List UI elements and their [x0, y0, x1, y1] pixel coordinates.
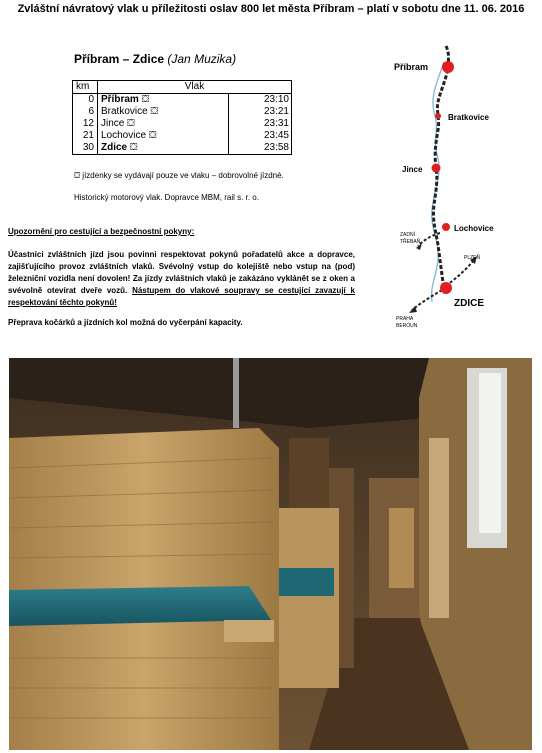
ticket-mark-icon: ⛋ [141, 94, 150, 105]
branch-bottom [412, 290, 442, 310]
route-author: (Jan Muzika) [167, 52, 237, 66]
departure-time: 23:58 [228, 142, 291, 155]
station-cell [98, 118, 229, 130]
station-dot-jince [432, 164, 441, 173]
station-name: Lochovice [101, 130, 147, 141]
departure-time: 23:31 [228, 118, 291, 130]
km-value: 12 [73, 118, 98, 130]
col-km: km [73, 81, 98, 94]
carrier-note: Historický motorový vlak. Dopravce MBM, rail s. r. o. [74, 193, 259, 202]
km-value: 6 [73, 106, 98, 118]
table-row [73, 118, 292, 130]
departure-time: 23:21 [228, 106, 291, 118]
safety-text [8, 249, 355, 309]
map-label-zadni: ZADNÍ [400, 232, 415, 238]
route-map [382, 40, 522, 340]
station-name: Příbram [101, 94, 139, 105]
station-name: Bratkovice [101, 106, 148, 117]
ticket-mark-icon: ⛋ [148, 130, 157, 141]
ticket-mark-icon: ⛋ [150, 106, 159, 117]
station-dot-pribram [442, 61, 454, 73]
km-value: 30 [73, 142, 98, 155]
station-dot-lochovice [442, 223, 450, 231]
page-headline: Zvláštní návratový vlak u příležitosti oslav 800 let města Příbram – platí v sobotu dne 11. 06. 2016 [17, 3, 525, 15]
map-label-pribram: Příbram [394, 62, 429, 72]
km-value: 21 [73, 130, 98, 142]
map-label-zdice: ZDICE [454, 298, 484, 309]
station-cell [98, 106, 229, 118]
departure-time: 23:10 [228, 94, 291, 107]
map-label-praha: PRAHA [396, 316, 414, 322]
safety-heading: Upozornění pro cestující a bezpečnostní pokyny: [8, 227, 195, 236]
map-label-bratkovice: Bratkovice [448, 113, 489, 122]
station-name: Jince [101, 118, 125, 129]
map-label-jince: Jince [402, 165, 423, 174]
station-name: Zdice [101, 142, 128, 153]
departure-time: 23:45 [228, 130, 291, 142]
map-label-lochovice: Lochovice [454, 224, 494, 233]
train-interior-illustration [9, 358, 532, 750]
branch-right [446, 260, 474, 286]
map-label-treban: TŘEBAŇ [400, 239, 421, 245]
safety-body-underlined: Nástupem do vlakové soupravy se cestující zavazují k respektování těchto pokynů! [8, 286, 355, 307]
map-label-plzen: PLZEŇ [464, 255, 481, 261]
table-row [73, 130, 292, 142]
route-name: Příbram – Zdice [74, 52, 165, 66]
route-title [74, 52, 236, 66]
station-dot-zdice [440, 282, 452, 294]
station-cell [98, 142, 229, 155]
station-cell [98, 130, 229, 142]
carriage-note: Přeprava kočárků a jízdních kol možná do vyčerpání kapacity. [8, 318, 243, 327]
station-dot-bratkovice [435, 113, 441, 119]
station-cell [98, 94, 229, 107]
safety-body: Účastníci zvláštních jízd jsou povinni respektovat pokynů pořadatelů akce a dopravce, zajišťujícího provoz zvláštních vlaků. Svévolný vstup do kolejiště nebo vstup na (pod) železniční vozidla není dovolen! Za jízdy zvláštních vlaků je zakázáno vyklánět se z oken a svévolně otevírat dveře vozů. [8, 250, 355, 295]
col-train: Vlak [98, 81, 292, 94]
train-interior-photo [9, 358, 532, 750]
map-label-beroun: BEROUN [396, 323, 418, 329]
table-row [73, 94, 292, 107]
table-row [73, 142, 292, 155]
km-value: 0 [73, 94, 98, 107]
ticket-mark-icon: ⛋ [129, 142, 138, 153]
timetable [72, 80, 292, 155]
ticket-mark-icon: ⛋ [127, 118, 135, 129]
table-row [73, 106, 292, 118]
ticket-note: ⛋ jízdenky se vydávají pouze ve vlaku – dobrovolné jízdné. [74, 171, 284, 180]
